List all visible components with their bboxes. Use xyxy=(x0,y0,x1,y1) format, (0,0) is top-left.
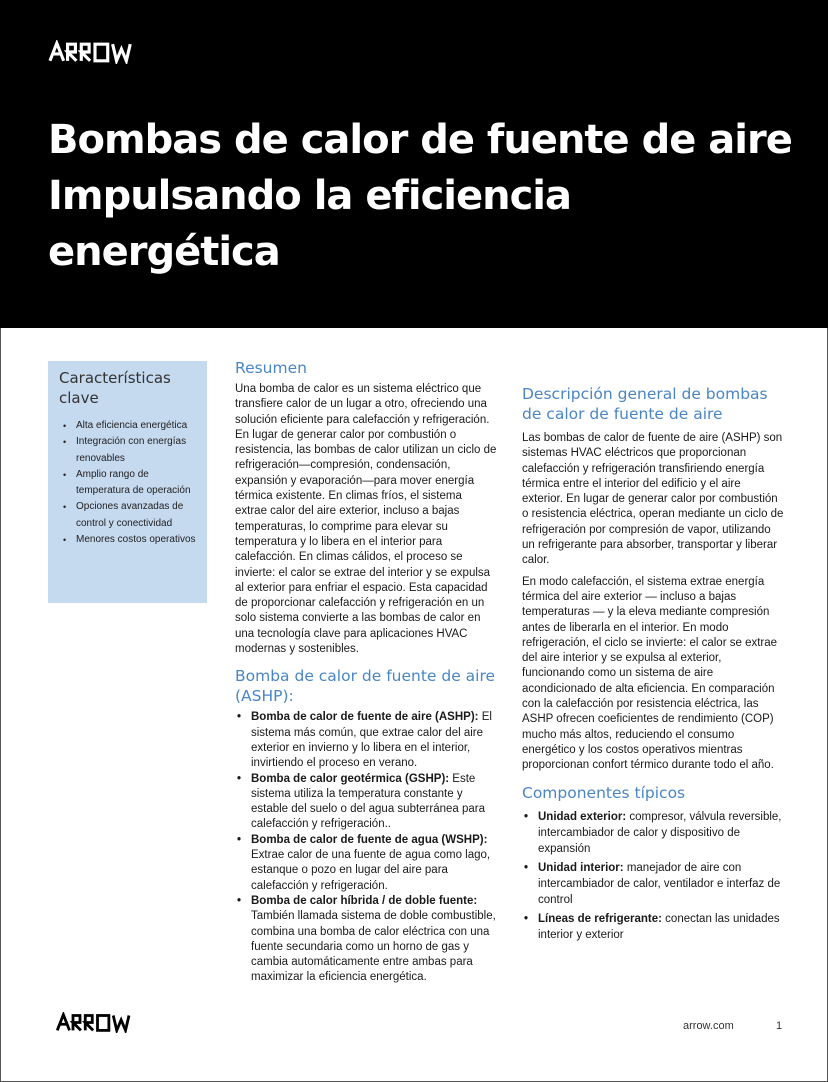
list-item-term: Bomba de calor geotérmica (GSHP): xyxy=(251,772,450,785)
page-title: Bombas de calor de fuente de aire Impulsando la eficiencia energética xyxy=(48,117,792,275)
list-item-text: manejador de aire con intercambiador de calor, ventilador e interfaz de control xyxy=(538,861,781,906)
list-item-term: Unidad interior: xyxy=(538,861,624,874)
list-item: • Amplio rango de temperatura de operación xyxy=(59,467,197,500)
list-item xyxy=(522,809,784,857)
page-number: 1 xyxy=(776,1020,783,1032)
footer-arrow-logo xyxy=(48,1012,147,1033)
components-list xyxy=(522,809,784,943)
footer-url[interactable]: arrow.com xyxy=(683,1020,734,1032)
overview-paragraph-1: Las bombas de calor de fuente de aire (ASHP) son sistemas HVAC eléctricos que proporcionan calefacción y refrigeración transfiriendo energía térmica entre el interior del edificio y el aire exterior. En lugar de generar calor por combustión o resistencia eléctrica, operan mediante un ciclo de refrigeración por compresión de vapor, utilizando un refrigerante para absorber, transportar y liberar calor. xyxy=(522,432,784,567)
key-features-list xyxy=(59,418,197,548)
list-item-text: El sistema más común, que extrae calor del aire exterior en invierno y lo libera en el interior, invirtiendo el proceso en verano. xyxy=(251,711,492,770)
list-item: • Menores costos operativos xyxy=(59,532,197,548)
key-features-box xyxy=(48,361,207,603)
list-item: • Integración con energías renovables xyxy=(59,434,197,467)
list-item-term: Unidad exterior: xyxy=(538,810,627,823)
list-item xyxy=(235,772,497,833)
types-heading: Bomba de calor de fuente de aire (ASHP): xyxy=(235,667,496,706)
hero-banner xyxy=(0,0,828,328)
list-item xyxy=(522,860,784,908)
arrow-logo xyxy=(48,40,142,64)
list-item-text: Extrae calor de una fuente de agua como lago, estanque o pozo en lugar del aire para calefacción y refrigeración. xyxy=(251,849,491,892)
summary-paragraph: Una bomba de calor es un sistema eléctrico que transfiere calor de un lugar a otro, ofreciendo una solución eficiente para calefacción y refrigeración. En lugar de generar calor por combustión o resistencia, las bombas de calor utilizan un ciclo de refrigeración—compresión, condensación, expansión y evaporación—para mover energía térmica existente. En climas fríos, el sistema extrae calor del aire exterior, incluso a bajas temperaturas, lo comprime para elevar su temperatura y lo libera en el interior para calefacción. En climas cálidos, el proceso se invierte: el calor se extrae del interior y se expulsa al exterior para enfriar el espacio. Esta capacidad de proporcionar calefacción y refrigeración en un solo sistema convierte a las bombas de calor en una tecnología clave para aplicaciones HVAC modernas y sostenibles. xyxy=(235,383,497,656)
types-list xyxy=(235,710,497,985)
list-item: • Alta eficiencia energética xyxy=(59,418,197,434)
right-column xyxy=(522,384,784,946)
overview-paragraph-2: En modo calefacción, el sistema extrae energía térmica del aire exterior — incluso a bajas temperaturas — y la eleva mediante compresión antes de liberarla en el interior. En modo refrigeración, el ciclo se invierte: el calor se extrae del aire interior y se expulsa al exterior, funcionando como un sistema de aire acondicionado de alta eficiencia. En comparación con la calefacción por resistencia eléctrica, las ASHP ofrecen coeficientes de rendimiento (COP) mucho más altos, reduciendo el consumo energético y los costos operativos mientras proporcionan confort térmico durante todo el año. xyxy=(522,575,778,772)
list-item: • Opciones avanzadas de control y conectividad xyxy=(59,499,197,532)
middle-column xyxy=(235,358,497,986)
list-item-text: conectan las unidades interior y exterior xyxy=(538,912,780,941)
list-item-term: Bomba de calor híbrida / de doble fuente: xyxy=(251,894,478,907)
list-item xyxy=(522,911,784,943)
summary-heading: Resumen xyxy=(235,359,307,377)
list-item-text: Este sistema utiliza la temperatura constante y estable del suelo o del agua subterránea para calefacción y refrigeración.. xyxy=(251,772,486,831)
list-item-term: Líneas de refrigerante: xyxy=(538,912,662,925)
list-item-text: compresor, válvula reversible, intercambiador de calor y dispositivo de expansión xyxy=(538,810,782,855)
list-item xyxy=(235,894,497,986)
list-item xyxy=(235,710,497,771)
list-item-term: Bomba de calor de fuente de agua (WSHP): xyxy=(251,833,488,846)
overview-heading: Descripción general de bombas de calor de fuente de aire xyxy=(522,385,768,423)
list-item-term: Bomba de calor de fuente de aire (ASHP): xyxy=(251,711,479,724)
list-item-text: También llamada sistema de doble combustible, combina una bomba de calor eléctrica con una fuente secundaria como un horno de gas y cambia automáticamente entre ambas para maximizar la eficiencia energética. xyxy=(251,910,496,984)
list-item xyxy=(235,833,497,894)
components-heading: Componentes típicos xyxy=(522,783,686,802)
key-features-title: Características clave xyxy=(59,369,171,407)
